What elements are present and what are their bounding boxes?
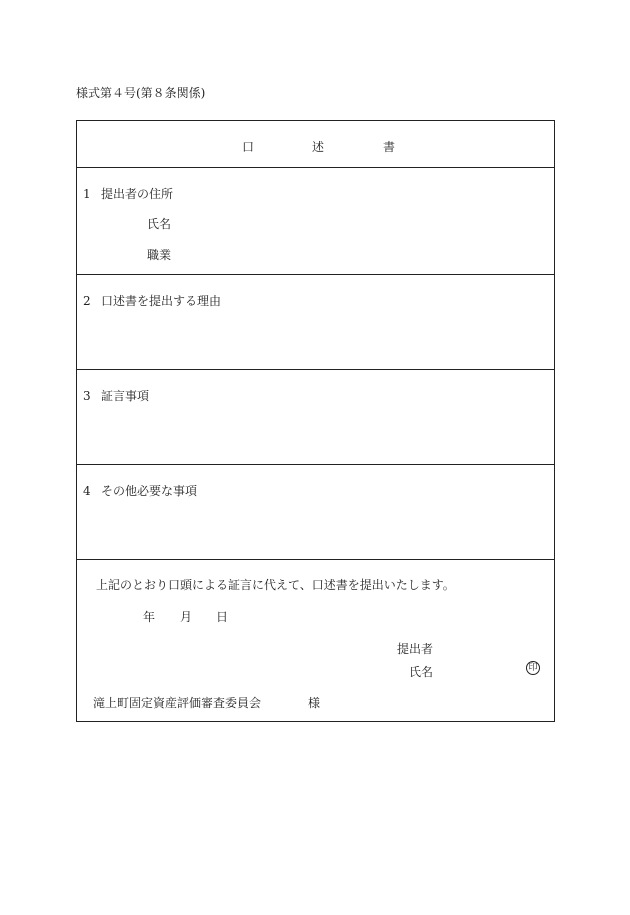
signature-name-label: 氏名 [409,665,434,679]
section-2-number: 2 [83,294,91,308]
section-testimony [77,370,554,465]
submitter-label: 提出者 [397,642,434,656]
section-declaration [77,560,554,723]
section-reason [77,275,554,370]
name-label: 氏名 [147,217,172,231]
day-label: 日 [216,610,229,624]
reason-label: 口述書を提出する理由 [101,294,222,308]
testimony-label: 証言事項 [101,389,150,403]
title-char-1: 口 [242,140,255,154]
form-number: 様式第４号(第８条関係) [76,86,206,100]
honorific: 様 [308,696,321,710]
month-label: 月 [180,610,193,624]
form-title-row [77,121,554,168]
section-submitter-info [77,168,554,275]
address-label: 提出者の住所 [101,187,174,201]
occupation-label: 職業 [147,248,172,262]
deposition-form [76,120,555,722]
declaration-statement: 上記のとおり口頭による証言に代えて、口述書を提出いたします。 [96,578,455,592]
section-1-number: 1 [83,187,91,201]
other-matters-label: その他必要な事項 [101,484,198,498]
title-char-2: 述 [312,140,325,154]
recipient-name: 滝上町固定資産評価審査委員会 [93,696,262,710]
section-1-heading [83,185,173,202]
section-3-number: 3 [83,389,91,403]
seal-icon: 印 [526,661,540,675]
section-4-number: 4 [83,484,91,498]
year-label: 年 [143,610,156,624]
section-other-matters [77,465,554,560]
section-4-heading [83,482,197,499]
section-2-heading [83,292,221,309]
title-char-3: 書 [383,140,396,154]
section-3-heading [83,387,149,404]
